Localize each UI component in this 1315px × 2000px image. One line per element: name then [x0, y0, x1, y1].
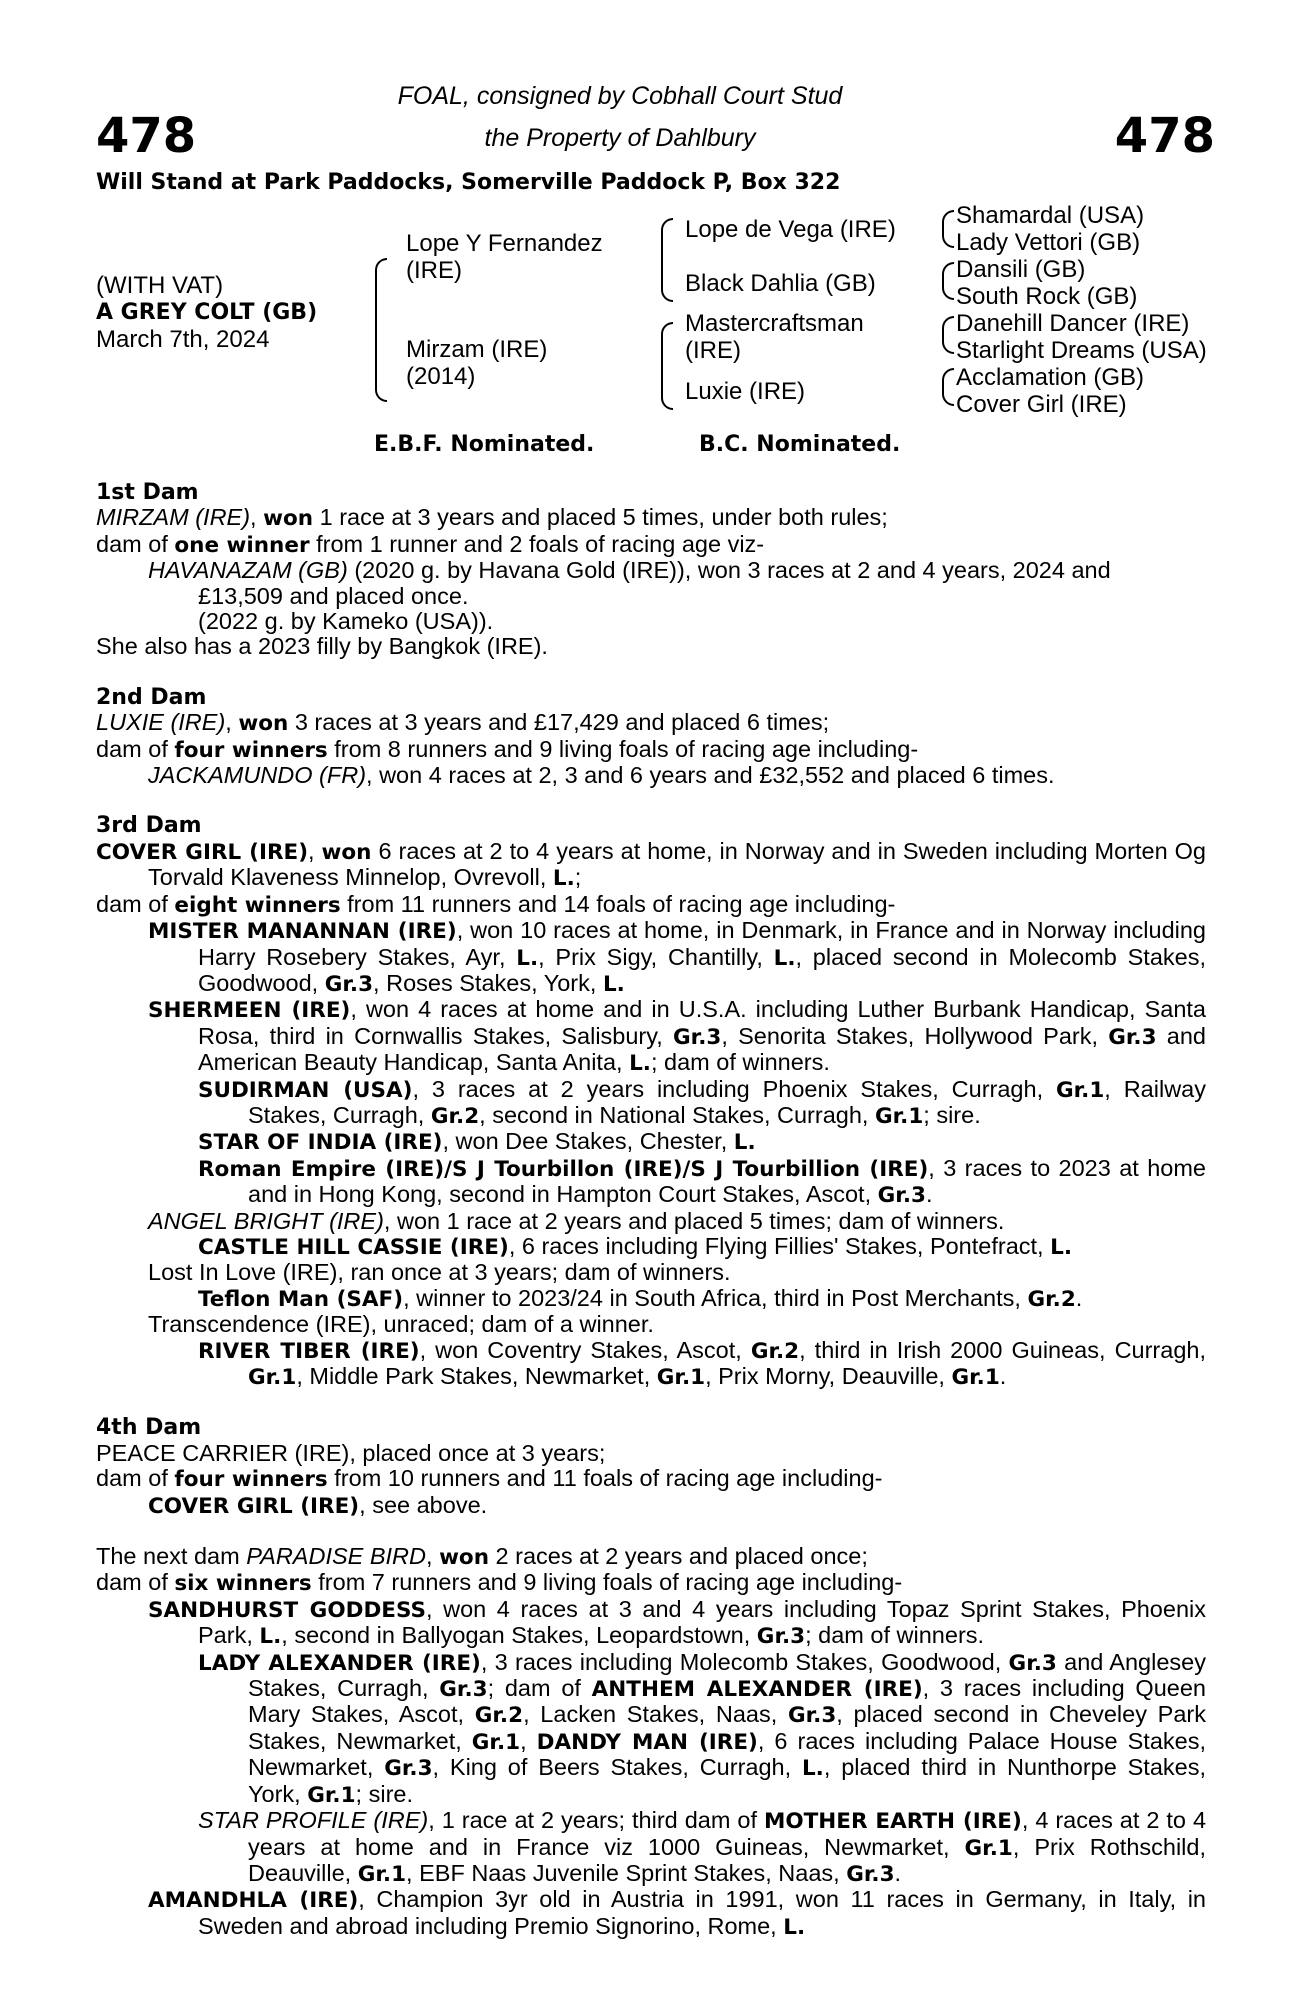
- horse-name: MOTHER EARTH (IRE): [763, 1809, 1022, 1835]
- first-dam-line: [96, 505, 1206, 531]
- text: ,: [426, 1543, 440, 1570]
- text: , Prix Sigy, Chantilly,: [538, 943, 774, 970]
- third-dam-heading: 3rd Dam: [96, 813, 202, 839]
- consignor-line-1: FOAL, consigned by Cobhall Court Stud: [397, 82, 843, 110]
- text: ; dam of winners.: [650, 1049, 830, 1076]
- text: , Prix Rothschild, Deauville,: [248, 1833, 1206, 1886]
- won-label: won: [321, 839, 372, 865]
- won-label: won: [263, 506, 314, 532]
- text: from 8 runners and 9 living foals of racing age including-: [327, 735, 919, 762]
- text: .: [894, 1859, 902, 1886]
- produce-entry: [96, 1234, 1206, 1260]
- venue-line: Will Stand at Park Paddocks, Somerville Paddock P, Box 322: [96, 170, 841, 195]
- text: , see above.: [359, 1491, 488, 1518]
- produce-note: She also has a 2023 filly by Bangkok (IRE).: [96, 633, 548, 660]
- text: dam of: [96, 735, 175, 762]
- text: , placed third in Nunthorpe Stakes, York,: [248, 1754, 1207, 1807]
- text: from 1 runner and 2 foals of racing age viz-: [309, 530, 765, 557]
- text: ,: [308, 837, 322, 864]
- grade: Gr.3: [877, 1183, 926, 1209]
- pedigree-ds: Mastercraftsman (IRE): [685, 310, 864, 364]
- grade: L.: [733, 1130, 756, 1156]
- text: dam of: [96, 1465, 175, 1492]
- pedigree-brace-dam: [661, 322, 673, 410]
- grade: Gr.2: [750, 1338, 800, 1364]
- grade: Gr.3: [1008, 1650, 1057, 1676]
- grade: Gr.3: [384, 1756, 433, 1782]
- text: , won 4 races at home and in U.S.A. including Luther Burbank Handicap, Santa Rosa, third in Cornwallis Stakes, Salisbury,: [198, 996, 1206, 1049]
- pedigree-sss: Shamardal (USA): [956, 202, 1145, 229]
- produce-entry: [96, 558, 1206, 583]
- grade: Gr.2: [474, 1703, 524, 1729]
- grade: Gr.3: [846, 1861, 895, 1887]
- date-of-birth: March 7th, 2024: [96, 326, 270, 353]
- text: , 6 races including Palace House Stakes, Newmarket,: [248, 1727, 1206, 1781]
- grade: Gr.3: [324, 971, 374, 997]
- horse-name: Roman Empire (IRE)/S J Tourbillon (IRE)/S J Tourbillion (IRE): [198, 1156, 929, 1182]
- text: , 6 races including Flying Fillies' Stakes, Pontefract,: [508, 1232, 1051, 1259]
- text: , won 10 races at home, in Denmark, in France and in Norway including Harry Rosebery Stakes, Ayr,: [198, 917, 1206, 970]
- produce-entry: [96, 1808, 1206, 1887]
- fourth-dam-heading: 4th Dam: [96, 1415, 202, 1441]
- text: 1 race at 3 years and placed 5 times, under both rules;: [313, 504, 888, 531]
- text: , EBF Naas Juvenile Sprint Stakes, Naas,: [406, 1859, 847, 1886]
- text: dam of: [96, 890, 175, 917]
- next-dam-produce-line: [96, 1570, 1206, 1596]
- pedigree-ddd: Cover Girl (IRE): [956, 391, 1127, 418]
- horse-name: DANDY MAN (IRE): [536, 1729, 758, 1755]
- grade: Gr.3: [673, 1024, 722, 1050]
- text: ;: [574, 864, 582, 891]
- text: , won 4 races at 2, 3 and 6 years and £32,552 and placed 6 times.: [366, 762, 1055, 789]
- grade: Gr.2: [1027, 1286, 1076, 1312]
- horse-name: MISTER MANANNAN (IRE): [148, 919, 457, 945]
- text: , won 1 race at 2 years and placed 5 times; dam of winners.: [383, 1207, 1005, 1234]
- grade: Gr.1: [1055, 1077, 1105, 1103]
- winners-count: eight winners: [174, 892, 341, 918]
- grade: L.: [259, 1624, 282, 1650]
- grade: L.: [801, 1756, 824, 1782]
- winners-count: four winners: [174, 737, 328, 763]
- bc-nominated: B.C. Nominated.: [699, 432, 901, 457]
- pedigree-sire: Lope Y Fernandez (IRE): [406, 230, 603, 284]
- horse-name: STAR PROFILE (IRE): [198, 1807, 429, 1834]
- pedigree-brace-ss: [942, 210, 954, 248]
- pedigree-ss: Lope de Vega (IRE): [685, 216, 896, 243]
- horse-name: SANDHURST GODDESS: [148, 1597, 426, 1623]
- horse-name: COVER GIRL (IRE): [148, 1493, 360, 1519]
- text: (2020 g. by Havana Gold (IRE)), won 3 races at 2 and 4 years, 2024 and: [347, 557, 1111, 584]
- horse-name: JACKAMUNDO (FR): [148, 762, 367, 789]
- text: , Prix Morny, Deauville,: [705, 1363, 952, 1389]
- text: 3 races at 3 years and £17,429 and placed 6 times;: [288, 709, 830, 736]
- pedigree-sd: Black Dahlia (GB): [685, 270, 876, 297]
- text: and Anglesey Stakes, Curragh,: [248, 1648, 1206, 1702]
- horse-name: PARADISE BIRD: [246, 1543, 426, 1570]
- horse-name: ANTHEM ALEXANDER (IRE): [591, 1677, 923, 1703]
- grade: Gr.1: [874, 1103, 924, 1129]
- produce-entry: Lost In Love (IRE), ran once at 3 years; dam of winners.: [148, 1259, 731, 1286]
- text: from 7 runners and 9 living foals of racing age including-: [311, 1569, 903, 1596]
- text: , won Dee Stakes, Chester,: [442, 1128, 734, 1155]
- grade: Gr.3: [439, 1677, 488, 1703]
- text: , Roses Stakes, York,: [373, 969, 603, 996]
- grade: L.: [1050, 1234, 1072, 1260]
- pedigree-sdd: South Rock (GB): [956, 283, 1138, 310]
- text: , Champion 3yr old in Austria in 1991, won 11 races in Germany, in Italy, in Sweden and abroad including Premio Signorino, Rome,: [198, 1886, 1206, 1939]
- produce-entry: [96, 1077, 1206, 1130]
- horse-name: MIRZAM (IRE): [96, 504, 251, 531]
- text: , 3 races at 2 years including Phoenix Stakes, Curragh,: [412, 1075, 1056, 1102]
- third-dam-line: [96, 839, 1206, 892]
- horse-name: SUDIRMAN (USA): [198, 1077, 413, 1103]
- text: ; sire.: [923, 1101, 981, 1128]
- text: ; dam of winners.: [805, 1622, 985, 1649]
- grade: Gr.1: [307, 1782, 356, 1808]
- text: and American Beauty Handicap, Santa Anita,: [198, 1022, 1206, 1076]
- horse-name: SHERMEEN (IRE): [148, 998, 351, 1024]
- pedigree-brace-ds: [942, 316, 954, 354]
- horse-name: LUXIE (IRE): [96, 709, 226, 736]
- text: , placed second in Molecomb Stakes, Goodwood,: [198, 943, 1206, 996]
- produce-entry: [96, 1156, 1206, 1209]
- grade: L.: [629, 1051, 651, 1077]
- produce-entry: [96, 918, 1206, 997]
- grade: Gr.1: [964, 1835, 1013, 1861]
- pedigree-brace-1: [375, 258, 387, 402]
- produce-entry: (2022 g. by Kameko (USA)).: [198, 608, 494, 635]
- grade: Gr.3: [756, 1624, 806, 1650]
- grade: Gr.3: [787, 1703, 837, 1729]
- produce-entry-cont: £13,509 and placed once.: [198, 582, 469, 609]
- text: , second in Ballyogan Stakes, Leopardstown,: [281, 1622, 757, 1649]
- text: dam of: [96, 530, 175, 557]
- consignor-line-2: the Property of Dahlbury: [484, 124, 756, 152]
- text: , third in Irish 2000 Guineas, Curragh,: [799, 1336, 1206, 1363]
- text: , 4 races at 2 to 4 years at home and in France viz 1000 Guineas, Newmarket,: [248, 1807, 1207, 1860]
- grade: Gr.1: [357, 1861, 407, 1887]
- grade: Gr.1: [248, 1365, 297, 1390]
- grade: L.: [552, 866, 575, 892]
- text: , Lacken Stakes, Naas,: [523, 1701, 788, 1728]
- winners-count: six winners: [174, 1571, 312, 1597]
- grade: Gr.3: [1108, 1024, 1157, 1050]
- pedigree-sds: Dansili (GB): [956, 256, 1086, 283]
- text: , Middle Park Stakes, Newmarket,: [296, 1363, 657, 1389]
- horse-name: AMANDHLA (IRE): [148, 1888, 359, 1914]
- grade: Gr.1: [951, 1365, 1000, 1390]
- second-dam-produce-line: [96, 737, 1206, 763]
- first-dam-heading: 1st Dam: [96, 480, 199, 505]
- lot-number-left: 478: [96, 108, 197, 164]
- text: , winner to 2023/24 in South Africa, third in Post Merchants,: [403, 1284, 1028, 1311]
- text: .: [925, 1181, 933, 1208]
- text: , Senorita Stakes, Hollywood Park,: [721, 1022, 1109, 1049]
- text: 6 races at 2 to 4 years at home, in Norway and in Sweden including Morten Og Torvald Klaveness Minnelop, Ovrevoll,: [148, 837, 1206, 891]
- second-dam-line: [96, 710, 1206, 736]
- text: , 1 race at 2 years; third dam of: [428, 1807, 764, 1834]
- produce-entry: [96, 997, 1206, 1076]
- text: ,: [520, 1727, 537, 1754]
- produce-entry: Transcendence (IRE), unraced; dam of a winner.: [148, 1311, 654, 1338]
- horse-name: ANGEL BRIGHT (IRE): [148, 1207, 384, 1234]
- horse-name: HAVANAZAM (GB): [148, 557, 348, 584]
- horse-name: Teflon Man (SAF): [198, 1286, 404, 1312]
- horse-name: STAR OF INDIA (IRE): [198, 1130, 443, 1156]
- vat-label: (WITH VAT): [96, 272, 224, 299]
- text: , Railway Stakes, Curragh,: [248, 1075, 1206, 1128]
- text: , 3 races including Queen Mary Stakes, Ascot,: [248, 1675, 1206, 1728]
- produce-entry: [96, 1887, 1206, 1940]
- text: , won Coventry Stakes, Ascot,: [419, 1336, 751, 1363]
- pedigree-brace-dd: [942, 368, 954, 406]
- lot-number-right: 478: [1114, 108, 1215, 164]
- text: , 3 races to 2023 at home and in Hong Kong, second in Hampton Court Stakes, Ascot,: [248, 1154, 1206, 1208]
- grade: L.: [773, 945, 796, 971]
- text: , King of Beers Stakes, Curragh,: [432, 1754, 802, 1781]
- second-dam-heading: 2nd Dam: [96, 684, 207, 710]
- text: .: [1075, 1284, 1083, 1311]
- grade: L.: [602, 971, 625, 997]
- horse-title: A GREY COLT (GB): [96, 300, 318, 325]
- produce-entry: [96, 1650, 1206, 1808]
- text: ; sire.: [355, 1780, 414, 1807]
- winners-count: four winners: [174, 1467, 328, 1493]
- text: ; dam of: [487, 1675, 592, 1702]
- grade: L.: [516, 945, 539, 971]
- text: , placed second in Cheveley Park Stakes, Newmarket,: [248, 1701, 1206, 1754]
- fourth-dam-produce-line: [96, 1466, 1206, 1492]
- pedigree-dds: Acclamation (GB): [956, 364, 1145, 391]
- text: , second in National Stakes, Curragh,: [479, 1101, 875, 1128]
- text: , 3 races including Molecomb Stakes, Goodwood,: [480, 1648, 1009, 1675]
- third-dam-produce-line: [96, 892, 1206, 918]
- text: from 10 runners and 11 foals of racing age including-: [327, 1465, 883, 1492]
- pedigree-brace-sire: [661, 218, 673, 302]
- winners-count: one winner: [174, 532, 310, 558]
- text: The next dam: [96, 1543, 247, 1570]
- text: , won 4 races at 3 and 4 years including Topaz Sprint Stakes, Phoenix Park,: [198, 1595, 1206, 1649]
- horse-name: RIVER TIBER (IRE): [198, 1338, 420, 1364]
- text: ,: [250, 504, 264, 531]
- horse-name: LADY ALEXANDER (IRE): [198, 1650, 481, 1676]
- pedigree-ssd: Lady Vettori (GB): [956, 229, 1141, 256]
- ebf-nominated: E.B.F. Nominated.: [374, 432, 595, 457]
- produce-entry: [96, 763, 1206, 788]
- won-label: won: [238, 711, 289, 737]
- pedigree-dss: Danehill Dancer (IRE): [956, 310, 1190, 337]
- next-dam-line: [96, 1544, 1206, 1570]
- grade: Gr.1: [656, 1365, 706, 1390]
- produce-entry: [96, 1338, 1206, 1391]
- first-dam-produce-line: [96, 532, 1206, 558]
- produce-entry: [96, 1209, 1206, 1234]
- horse-name: CASTLE HILL CASSIE (IRE): [198, 1234, 509, 1260]
- produce-entry: [96, 1597, 1206, 1650]
- grade: Gr.1: [471, 1729, 521, 1755]
- text: 2 races at 2 years and placed once;: [489, 1543, 868, 1570]
- text: ,: [225, 709, 239, 736]
- fourth-dam-line: PEACE CARRIER (IRE), placed once at 3 years;: [96, 1439, 606, 1466]
- text: dam of: [96, 1569, 175, 1596]
- grade: Gr.2: [430, 1103, 480, 1129]
- horse-name: COVER GIRL (IRE): [96, 839, 309, 865]
- catalogue-body: [96, 480, 1206, 1940]
- produce-entry: [96, 1129, 1206, 1155]
- produce-entry: [96, 1286, 1206, 1312]
- pedigree-dsd: Starlight Dreams (USA): [956, 337, 1207, 364]
- pedigree-dd: Luxie (IRE): [685, 378, 806, 405]
- text: .: [999, 1363, 1007, 1389]
- pedigree-brace-sd: [942, 262, 954, 300]
- won-label: won: [439, 1545, 490, 1571]
- pedigree-dam: Mirzam (IRE) (2014): [406, 336, 548, 390]
- produce-entry: [96, 1493, 1206, 1519]
- text: from 11 runners and 14 foals of racing age including-: [340, 890, 896, 917]
- grade: L.: [783, 1914, 806, 1940]
